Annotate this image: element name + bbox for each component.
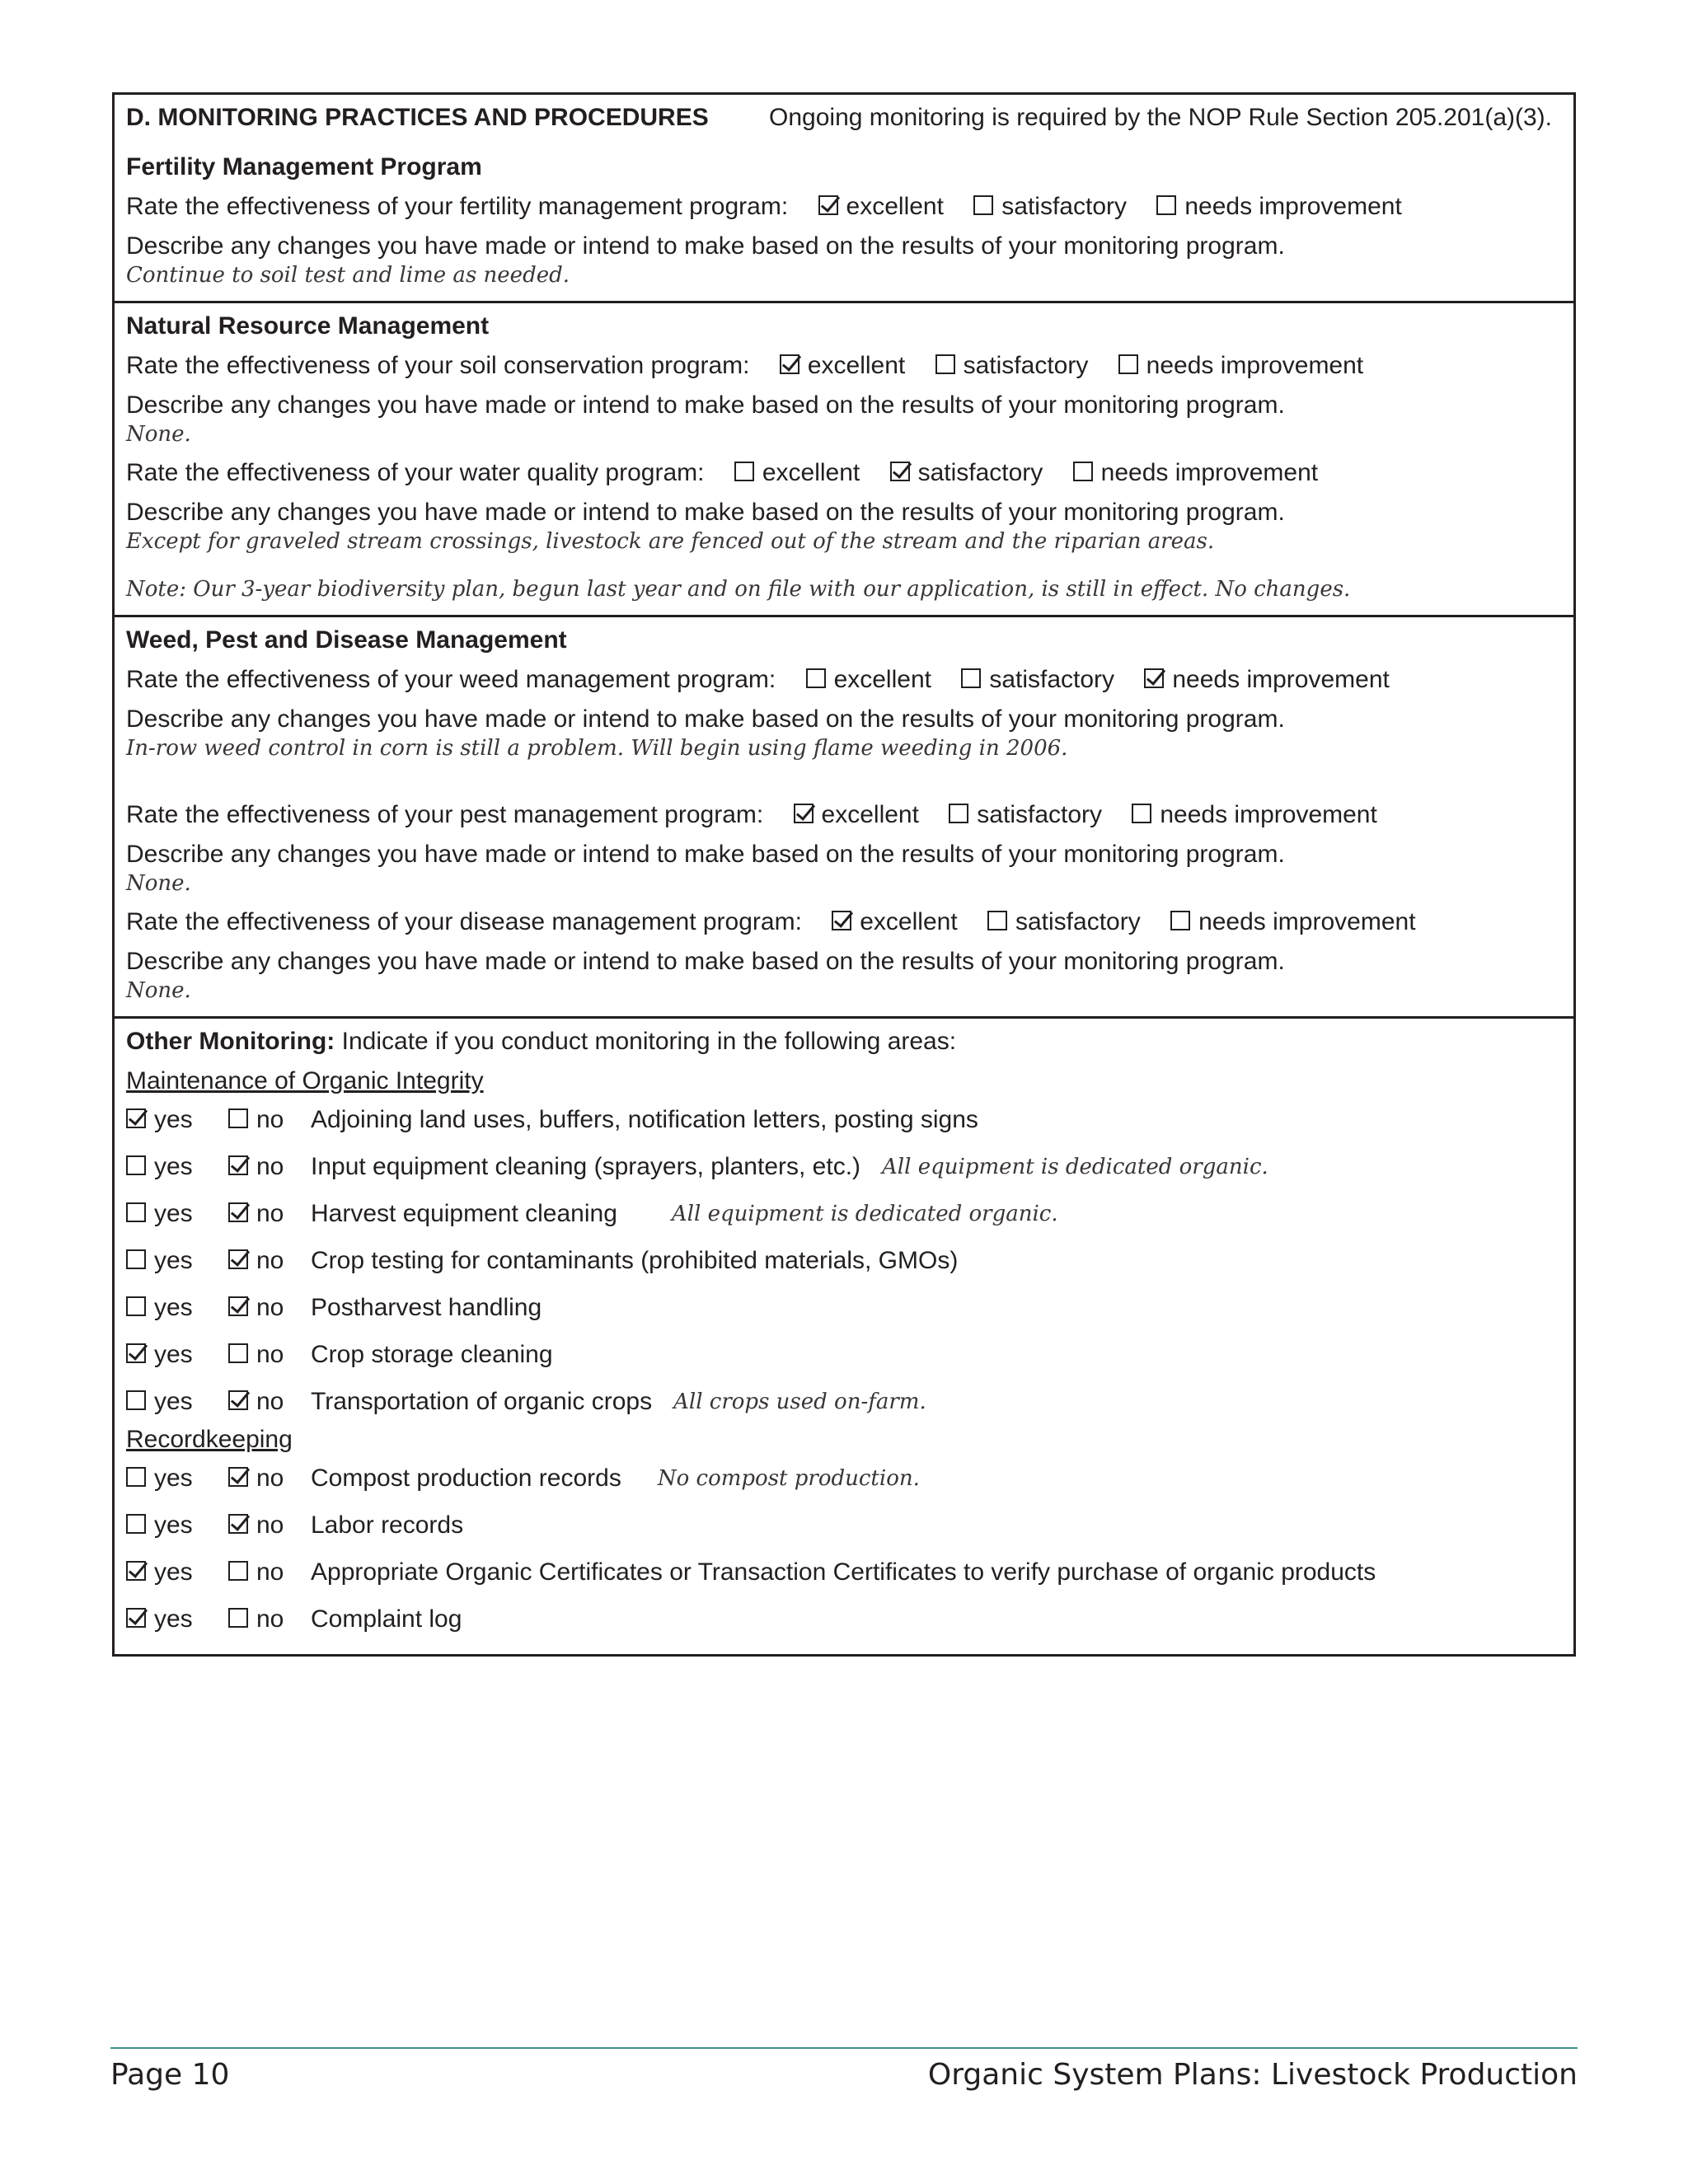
integrity-row: yes no Postharvest handling: [126, 1284, 1564, 1331]
fertility-rating-row: [126, 192, 1564, 222]
integrity-label: Postharvest handling: [311, 1293, 542, 1321]
checked-checkbox-icon[interactable]: [780, 354, 799, 374]
integrity-row: yes no Input equipment cleaning (sprayers, planters, etc.) All equipment is dedicated organic.: [126, 1143, 1564, 1190]
yes-checked-checkbox-icon[interactable]: [126, 1608, 146, 1628]
integrity-row: yes no Crop testing for contaminants (prohibited materials, GMOs): [126, 1237, 1564, 1284]
integrity-row: yes no Transportation of organic crops All crops used on-farm.: [126, 1378, 1564, 1425]
fertility-needs-improvement[interactable]: needs improvement: [1156, 192, 1401, 222]
records-label: Appropriate Organic Certificates or Transaction Certificates to verify purchase of organic products: [311, 1558, 1376, 1586]
disease-answer[interactable]: None.: [126, 978, 191, 1003]
no-checked-checkbox-icon[interactable]: [228, 1390, 248, 1410]
unchecked-checkbox-icon[interactable]: [987, 911, 1007, 930]
unchecked-checkbox-icon[interactable]: [1170, 911, 1190, 930]
weed-needs-improvement[interactable]: needs improvement: [1144, 665, 1389, 695]
water-excellent[interactable]: excellent: [734, 458, 860, 488]
fertility-excellent[interactable]: excellent: [818, 192, 944, 222]
weed-answer[interactable]: In-row weed control in corn is still a problem. Will begin using flame weeding in 2006.: [126, 736, 1068, 761]
integrity-row: yes no Adjoining land uses, buffers, notification letters, posting signs: [126, 1096, 1564, 1143]
unchecked-checkbox-icon[interactable]: [935, 354, 955, 374]
yes-checked-checkbox-icon[interactable]: [126, 1108, 146, 1128]
disease-describe: Describe any changes you have made or intend to make based on the results of your monitoring program.: [126, 948, 1285, 975]
disease-prompt: Rate the effectiveness of your disease management program:: [126, 908, 802, 935]
soil-rating-row: [126, 351, 1564, 381]
pest-excellent[interactable]: excellent: [794, 800, 919, 830]
section-header: [126, 103, 1564, 133]
other-heading-row: [126, 1027, 1564, 1057]
weed-satisfactory[interactable]: satisfactory: [961, 665, 1114, 695]
no-checked-checkbox-icon[interactable]: [228, 1467, 248, 1487]
yes-unchecked-checkbox-icon[interactable]: [126, 1155, 146, 1175]
pest-answer[interactable]: None.: [126, 871, 191, 896]
yes-unchecked-checkbox-icon[interactable]: [126, 1296, 146, 1316]
water-needs-improvement[interactable]: needs improvement: [1073, 458, 1318, 488]
water-answer[interactable]: Except for graveled stream crossings, livestock are fenced out of the stream and the riparian areas.: [126, 529, 1215, 554]
disease-satisfactory[interactable]: satisfactory: [987, 907, 1141, 937]
weed-rating-row: [126, 665, 1564, 695]
unchecked-checkbox-icon[interactable]: [1073, 462, 1093, 481]
soil-excellent[interactable]: excellent: [780, 351, 905, 381]
integrity-label: Input equipment cleaning (sprayers, planters, etc.): [311, 1152, 861, 1180]
soil-satisfactory[interactable]: satisfactory: [935, 351, 1089, 381]
soil-describe: Describe any changes you have made or intend to make based on the results of your monitoring program.: [126, 391, 1285, 419]
no-checked-checkbox-icon[interactable]: [228, 1155, 248, 1175]
water-prompt: Rate the effectiveness of your water quality program:: [126, 459, 705, 486]
no-checked-checkbox-icon[interactable]: [228, 1249, 248, 1269]
integrity-row: yes no Crop storage cleaning: [126, 1331, 1564, 1378]
no-unchecked-checkbox-icon[interactable]: [228, 1561, 248, 1581]
records-row: yes no Labor records: [126, 1502, 1564, 1549]
no-unchecked-checkbox-icon[interactable]: [228, 1608, 248, 1628]
disease-needs-improvement[interactable]: needs improvement: [1170, 907, 1415, 937]
records-label: Compost production records: [311, 1464, 621, 1492]
checked-checkbox-icon[interactable]: [818, 195, 838, 215]
integrity-label: Adjoining land uses, buffers, notification letters, posting signs: [311, 1105, 978, 1133]
weed-excellent[interactable]: excellent: [806, 665, 931, 695]
pest-rating-row: [126, 800, 1564, 830]
records-row: yes no Compost production records No compost production.: [126, 1455, 1564, 1502]
records-label: Complaint log: [311, 1605, 462, 1633]
pest-prompt: Rate the effectiveness of your pest management program:: [126, 801, 764, 828]
other-monitoring-section: [115, 1016, 1573, 1654]
fertility-answer[interactable]: Continue to soil test and lime as needed.: [126, 263, 570, 288]
unchecked-checkbox-icon[interactable]: [1118, 354, 1138, 374]
integrity-note[interactable]: All equipment is dedicated organic.: [671, 1201, 1058, 1226]
unchecked-checkbox-icon[interactable]: [1156, 195, 1176, 215]
weed-heading: Weed, Pest and Disease Management: [126, 626, 567, 654]
disease-rating-row: [126, 907, 1564, 937]
water-satisfactory[interactable]: satisfactory: [890, 458, 1043, 488]
records-heading: Recordkeeping: [126, 1426, 293, 1453]
weed-prompt: Rate the effectiveness of your weed management program:: [126, 666, 776, 693]
integrity-label: Transportation of organic crops: [311, 1387, 653, 1415]
yes-checked-checkbox-icon[interactable]: [126, 1343, 146, 1363]
integrity-label: Harvest equipment cleaning: [311, 1199, 617, 1227]
unchecked-checkbox-icon[interactable]: [806, 668, 826, 688]
records-row: yes no Appropriate Organic Certificates or Transaction Certificates to verify purchase of organic products: [126, 1549, 1564, 1596]
yes-unchecked-checkbox-icon[interactable]: [126, 1249, 146, 1269]
footer-divider: [110, 2047, 1578, 2049]
checked-checkbox-icon[interactable]: [832, 911, 851, 930]
soil-answer[interactable]: None.: [126, 422, 191, 447]
unchecked-checkbox-icon[interactable]: [1132, 804, 1151, 823]
integrity-note[interactable]: All crops used on-farm.: [673, 1389, 926, 1414]
yes-unchecked-checkbox-icon[interactable]: [126, 1467, 146, 1487]
fertility-prompt: Rate the effectiveness of your fertility management program:: [126, 193, 789, 220]
pest-satisfactory[interactable]: satisfactory: [949, 800, 1102, 830]
document-title: Organic System Plans: Livestock Production: [927, 2058, 1578, 2092]
no-checked-checkbox-icon[interactable]: [228, 1514, 248, 1534]
checked-checkbox-icon[interactable]: [1144, 668, 1164, 688]
yes-unchecked-checkbox-icon[interactable]: [126, 1514, 146, 1534]
weed-pest-disease-section: [115, 615, 1573, 1016]
integrity-heading: Maintenance of Organic Integrity: [126, 1067, 484, 1094]
natural-heading: Natural Resource Management: [126, 312, 490, 340]
yes-checked-checkbox-icon[interactable]: [126, 1561, 146, 1581]
water-describe: Describe any changes you have made or intend to make based on the results of your monitoring program.: [126, 499, 1285, 526]
section-title: D. MONITORING PRACTICES AND PROCEDURES: [126, 104, 709, 131]
no-unchecked-checkbox-icon[interactable]: [228, 1108, 248, 1128]
fertility-section: [115, 95, 1573, 301]
unchecked-checkbox-icon[interactable]: [961, 668, 981, 688]
pest-describe: Describe any changes you have made or intend to make based on the results of your monitoring program.: [126, 841, 1285, 868]
monitoring-form: [112, 92, 1576, 1657]
other-heading: Other Monitoring:: [126, 1028, 335, 1055]
no-unchecked-checkbox-icon[interactable]: [228, 1343, 248, 1363]
disease-excellent[interactable]: excellent: [832, 907, 957, 937]
integrity-label: Crop testing for contaminants (prohibited materials, GMOs): [311, 1246, 959, 1274]
integrity-row: yes no Harvest equipment cleaning All equipment is dedicated organic.: [126, 1190, 1564, 1237]
section-requirement: Ongoing monitoring is required by the NOP Rule Section 205.201(a)(3).: [769, 104, 1552, 131]
fertility-describe: Describe any changes you have made or intend to make based on the results of your monitoring program.: [126, 232, 1285, 260]
checked-checkbox-icon[interactable]: [890, 462, 910, 481]
soil-prompt: Rate the effectiveness of your soil conservation program:: [126, 352, 750, 379]
unchecked-checkbox-icon[interactable]: [949, 804, 968, 823]
fertility-heading: Fertility Management Program: [126, 153, 482, 180]
biodiversity-note[interactable]: Note: Our 3-year biodiversity plan, begun last year and on file with our application, is still in effect. No changes.: [126, 577, 1351, 602]
pest-needs-improvement[interactable]: needs improvement: [1132, 800, 1376, 830]
integrity-label: Crop storage cleaning: [311, 1340, 553, 1368]
soil-needs-improvement[interactable]: needs improvement: [1118, 351, 1363, 381]
weed-describe: Describe any changes you have made or intend to make based on the results of your monitoring program.: [126, 705, 1285, 733]
other-intro: Indicate if you conduct monitoring in the following areas:: [341, 1028, 957, 1055]
unchecked-checkbox-icon[interactable]: [734, 462, 754, 481]
natural-resource-section: [115, 301, 1573, 615]
no-checked-checkbox-icon[interactable]: [228, 1296, 248, 1316]
integrity-note[interactable]: All equipment is dedicated organic.: [882, 1154, 1268, 1179]
unchecked-checkbox-icon[interactable]: [973, 195, 993, 215]
yes-unchecked-checkbox-icon[interactable]: [126, 1202, 146, 1222]
page-number: Page 10: [110, 2058, 230, 2092]
fertility-satisfactory[interactable]: satisfactory: [973, 192, 1127, 222]
checked-checkbox-icon[interactable]: [794, 804, 814, 823]
records-row: yes no Complaint log: [126, 1596, 1564, 1643]
records-note[interactable]: No compost production.: [657, 1465, 920, 1491]
no-checked-checkbox-icon[interactable]: [228, 1202, 248, 1222]
water-rating-row: [126, 458, 1564, 488]
records-label: Labor records: [311, 1511, 464, 1539]
yes-unchecked-checkbox-icon[interactable]: [126, 1390, 146, 1410]
